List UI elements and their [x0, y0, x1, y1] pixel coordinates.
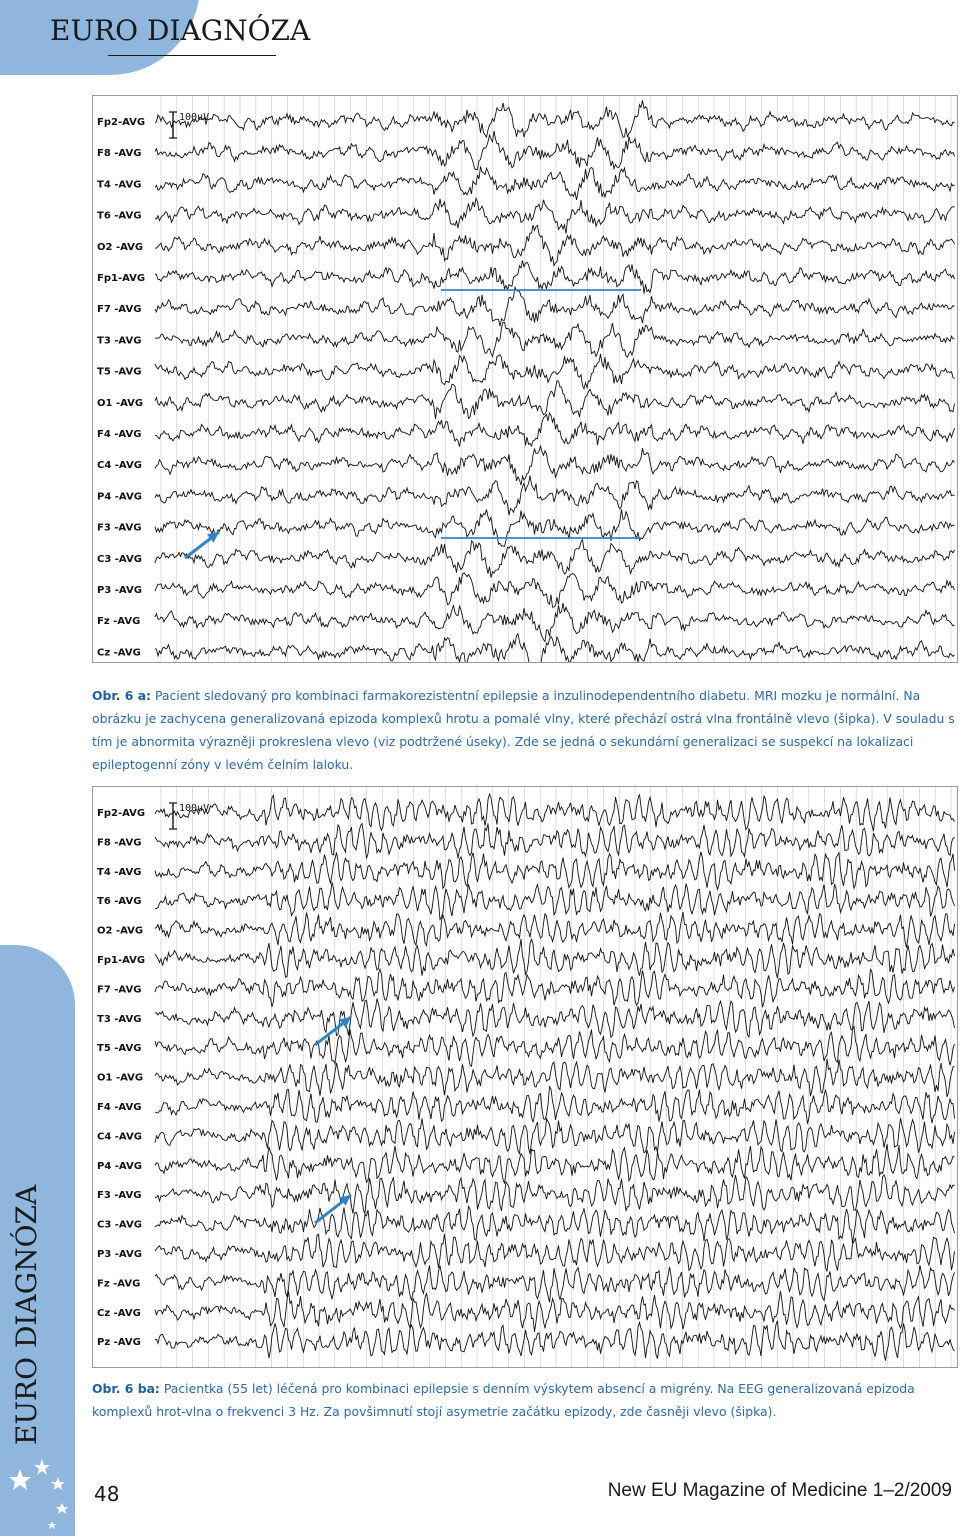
scale-label: 100uV	[179, 803, 210, 814]
eeg-trace	[155, 1206, 955, 1243]
eeg-grid	[161, 96, 951, 662]
eeg-trace	[155, 1027, 955, 1067]
figure-a-caption	[92, 684, 958, 776]
eeg-recording-a	[93, 96, 957, 662]
eeg-trace	[155, 287, 955, 326]
eeg-trace	[155, 1175, 955, 1214]
eeg-trace	[155, 1321, 955, 1361]
eeg-trace	[155, 999, 955, 1038]
channel-label: O1 -AVG	[97, 1072, 144, 1084]
channel-label: F3 -AVG	[97, 1190, 142, 1202]
eeg-trace	[155, 603, 955, 642]
channel-label: Fz -AVG	[97, 1278, 141, 1290]
arrow-icon	[315, 1017, 351, 1045]
channel-label: Fp2-AVG	[97, 808, 146, 819]
page-number: 48	[94, 1482, 120, 1506]
eeg-trace	[155, 912, 955, 948]
eeg-trace	[155, 166, 955, 200]
section-title: EURO DIAGNÓZA	[50, 14, 311, 47]
channel-label: Fp1-AVG	[97, 955, 146, 966]
eeg-figure-a	[92, 95, 958, 663]
channel-label: F3 -AVG	[97, 522, 142, 534]
stars-icon	[8, 1455, 70, 1530]
eeg-trace	[155, 540, 955, 578]
channel-label: T5 -AVG	[97, 366, 142, 378]
eeg-trace	[155, 225, 955, 266]
eeg-trace	[155, 573, 955, 607]
channel-label: Fp1-AVG	[97, 273, 146, 284]
eeg-trace	[155, 446, 955, 485]
channel-label: C4 -AVG	[97, 1131, 142, 1143]
channel-label: C3 -AVG	[97, 1219, 142, 1231]
figure-b-caption-label: Obr. 6 ba:	[92, 1381, 160, 1396]
eeg-trace	[155, 413, 955, 447]
channel-label: O2 -AVG	[97, 241, 144, 253]
channel-label: O2 -AVG	[97, 925, 144, 937]
eeg-trace	[155, 354, 955, 389]
channel-label: T4 -AVG	[97, 179, 142, 191]
eeg-recording-b	[93, 787, 957, 1367]
header-rule	[108, 55, 276, 56]
channel-label: F7 -AVG	[97, 984, 142, 996]
eeg-trace	[155, 476, 955, 516]
channel-label: P4 -AVG	[97, 1160, 142, 1172]
side-section-label: EURO DIAGNÓZA	[10, 1184, 43, 1445]
channel-label: F4 -AVG	[97, 429, 142, 440]
eeg-trace	[155, 1118, 955, 1154]
channel-label: F7 -AVG	[97, 304, 142, 316]
channel-label: C4 -AVG	[97, 460, 142, 472]
channel-label: F4 -AVG	[97, 1102, 142, 1113]
eeg-trace	[155, 322, 955, 357]
eeg-trace	[155, 794, 955, 831]
eeg-trace	[155, 1234, 955, 1272]
channel-label: Cz -AVG	[97, 1307, 141, 1319]
eeg-trace	[155, 261, 955, 294]
figure-b-caption	[92, 1377, 958, 1423]
eeg-trace	[155, 852, 955, 890]
figure-a-caption-label: Obr. 6 a:	[92, 688, 152, 703]
eeg-trace	[155, 509, 955, 546]
eeg-trace	[155, 1087, 955, 1124]
eeg-trace	[155, 969, 955, 1007]
channel-label: Fp2-AVG	[97, 117, 146, 128]
channel-label: F8 -AVG	[97, 148, 142, 160]
channel-label: C3 -AVG	[97, 553, 142, 565]
channel-label: T5 -AVG	[97, 1043, 142, 1055]
eeg-trace	[155, 882, 955, 919]
eeg-trace	[155, 131, 955, 169]
channel-label: F8 -AVG	[97, 837, 142, 849]
channel-label: O1 -AVG	[97, 397, 144, 409]
scale-bar	[169, 803, 209, 829]
channel-label: T3 -AVG	[97, 1013, 142, 1025]
scale-label: 100uV	[179, 112, 210, 123]
eeg-trace	[155, 939, 955, 978]
channel-label: T4 -AVG	[97, 866, 142, 878]
channel-label: T3 -AVG	[97, 335, 142, 347]
channel-label: Fz -AVG	[97, 616, 141, 628]
figure-b-caption-text: Pacientka (55 let) léčená pro kombinaci epilepsie s denním výskytem absencí a migrény. Na EEG generalizovaná epizoda komplexů hrot-vlna o frekvenci 3 Hz. Za povšimnutí stojí asymetrie začátku epizody, zde časněji vlevo (šipka).	[92, 1381, 915, 1419]
channel-label: Cz -AVG	[97, 647, 141, 659]
arrow-icon	[185, 532, 219, 558]
channel-label: T6 -AVG	[97, 210, 142, 222]
channel-label: P3 -AVG	[97, 1249, 142, 1260]
magazine-footer: New EU Magazine of Medicine 1–2/2009	[607, 1480, 952, 1501]
eeg-trace	[155, 100, 955, 137]
channel-label: P3 -AVG	[97, 585, 142, 596]
figure-a-caption-text: Pacient sledovaný pro kombinaci farmakorezistentní epilepsie a inzulinodependentního diabetu. MRI mozku je normální. Na obrázku je zachycena generalizovaná epizoda komplexů hrotu a pomalé vlny, které přechází ostrá vlna frontálně vlevo (šipka). V souladu s tím je abnormita výrazněji prokreslena vlevo (viz podtržené úseky). Zde se jedná o sekundární generalizaci se suspekcí na lokalizaci epileptogenní zóny v levém čelním laloku.	[92, 688, 955, 772]
eeg-trace	[155, 381, 955, 419]
eeg-trace	[155, 1266, 955, 1303]
eeg-figure-b	[92, 786, 958, 1368]
eeg-trace	[155, 634, 955, 662]
eeg-trace	[155, 1059, 955, 1097]
eeg-trace	[155, 198, 955, 233]
channel-label: Pz -AVG	[97, 1337, 141, 1349]
channel-label: T6 -AVG	[97, 896, 142, 908]
eeg-trace	[155, 1144, 955, 1183]
eeg-trace	[155, 824, 955, 859]
channel-label: P4 -AVG	[97, 491, 142, 503]
